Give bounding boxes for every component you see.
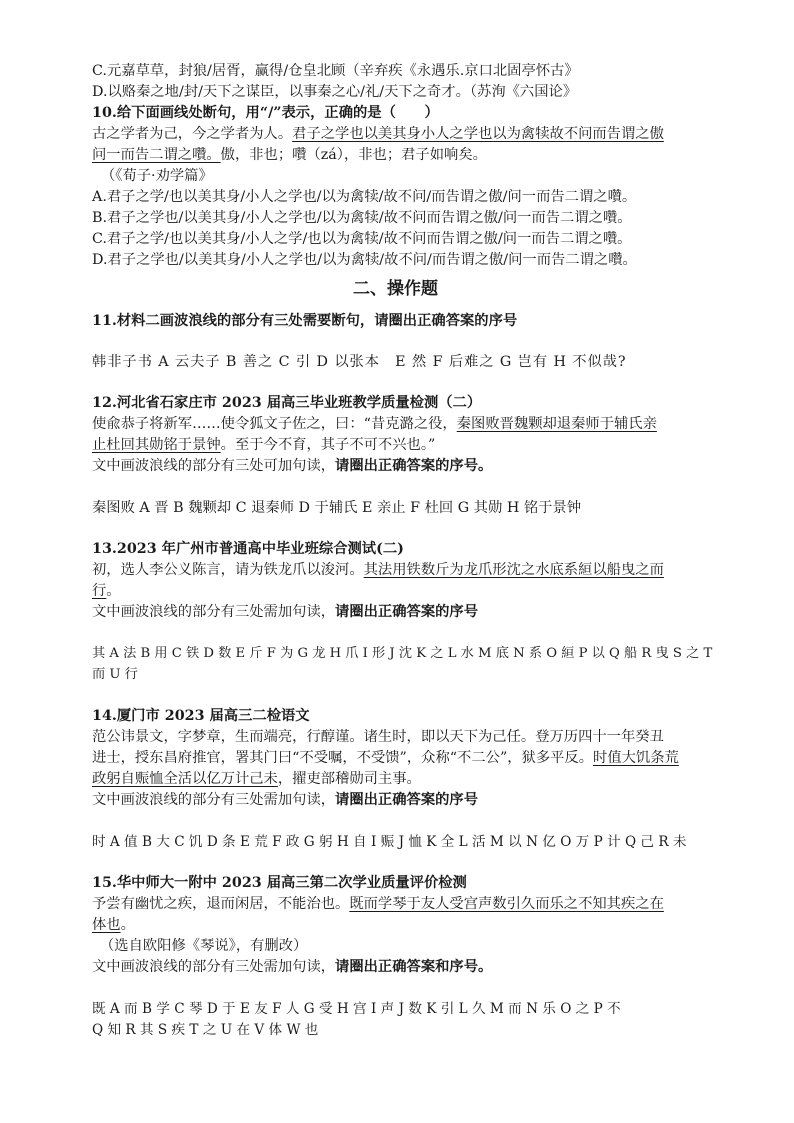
- option-d-line: D.以赂秦之地/封/天下之谋臣，以事秦之心/礼/天下之奇才。（苏洵《六国论》: [92, 84, 578, 100]
- q15-passage-text: 予尝有幽忧之疾，退而闲居，不能治也。: [92, 896, 350, 912]
- q10-passage-text: 古之学者为己，今之学者为人。: [92, 126, 293, 142]
- q14-instruction-text: 文中画波浪线的部分有三处需加句读，: [92, 792, 336, 808]
- q12-passage-text: 使兪恭子将新军……使令狐文子佐之，曰：“昔克潞之役，: [92, 416, 457, 432]
- section-heading: 二、操作题: [353, 279, 438, 299]
- q14-options: 时 A 值 B 大 C 饥 D 条 E 荒 F 政 G 躬 H 自 I 赈 J 恤 K 全 L 活 M 以 N 亿 O 万 P 计 Q 己 R 未: [92, 834, 687, 850]
- q14-instruction-bold: 请圈出正确答案的序号: [335, 792, 479, 808]
- question-13-title: 13.2023 年广州市普通高中毕业班综合测试(二): [92, 541, 404, 557]
- q12-instruction-text: 文中画波浪线的部分有三处可加句读，: [92, 458, 336, 474]
- q12-underlined-text: 秦图败晋魏颗却退秦师于辅氏亲: [456, 416, 657, 432]
- q14-passage-text: 进士，授东昌府推官，署其门曰“不受嘱，不受馈”，众称“不二公”，狱多平反。: [92, 750, 594, 766]
- q13-instruction: [92, 602, 478, 622]
- question-15-title: 15.华中师大一附中 2023 届高三第二次学业质量评价检测: [92, 875, 467, 891]
- q14-passage-line-1: 范公讳景文，字梦章，生而端亮，行醇谨。诸生时，即以天下为己任。登万历四十一年癸丑: [92, 729, 664, 745]
- q14-passage-line-3: [92, 769, 421, 789]
- q10-source: （《荀子·劝学篇》: [101, 168, 213, 184]
- q15-instruction: [92, 957, 492, 977]
- q15-source: （选自欧阳修《琴说》，有删改）: [100, 938, 308, 954]
- q15-passage-line-1: [92, 894, 664, 914]
- q15-instruction-bold: 请圈出正确答案和序号。: [335, 959, 493, 975]
- q13-options-line-1: 其 A 法 B 用 C 铁 D 数 E 斤 F 为 G 龙 H 爪 I 形 J 沈 K 之 L 水 M 底 N 系 O 絙 P 以 Q 船 R 曳 S 之 T: [92, 646, 713, 661]
- q14-underlined-text-2: 政躬自赈恤全活以亿万计己未: [92, 771, 278, 787]
- question-14-title: 14.厦门市 2023 届高三二检语文: [92, 708, 310, 724]
- question-12-title: 12.河北省石家庄市 2023 届高三毕业班教学质量检测（二）: [92, 395, 482, 411]
- q10-passage-line-2: [92, 145, 487, 165]
- q12-passage-text-2: 。至于今不育，其子不可不兴也。”: [220, 437, 436, 453]
- q12-instruction-bold: 请圈出正确答案的序号。: [335, 458, 493, 474]
- q12-instruction: [92, 456, 492, 476]
- q14-instruction: [92, 790, 478, 810]
- q13-instruction-bold: 请圈出正确答案的序号: [335, 604, 479, 620]
- q12-passage-line-2: [92, 435, 435, 455]
- q10-underlined-text-2: 问一而告二谓之囋。: [92, 147, 221, 163]
- q15-instruction-text: 文中画波浪线的部分有三处需加句读，: [92, 959, 336, 975]
- q15-passage-end: 。: [120, 917, 135, 933]
- q15-underlined-text-2: 体也: [92, 917, 121, 933]
- q10-passage-text-2: 傲，非也；囋（zá），非也；君子如响矣。: [220, 147, 487, 163]
- q15-passage-line-2: [92, 915, 135, 935]
- q13-underlined-text-2: 行: [92, 583, 107, 599]
- q13-options-line-2: 而 U 行: [92, 667, 138, 682]
- q15-options-line-2: Q 知 R 其 S 疾 T 之 U 在 V 体 W 也: [92, 1022, 319, 1038]
- q10-option-d: D.君子之学也/以美其身/小人之学也/以为禽犊/故不问/而告谓之傲/问一而告二谓之囋。: [92, 252, 637, 268]
- q13-instruction-text: 文中画波浪线的部分有三处需加句读，: [92, 604, 336, 620]
- q14-passage-line-2: [92, 748, 679, 768]
- q10-option-b: B.君子之学也/以美其身/小人之学也/以为禽犊/故不问而告谓之傲/问一而告二谓之囋。: [92, 210, 632, 226]
- q15-underlined-text: 既而学琴于友人受宫声数引久而乐之不知其疾之在: [349, 896, 664, 912]
- q15-options-line-1: 既 A 而 B 学 C 琴 D 于 E 友 F 人 G 受 H 宫 I 声 J 数 K 引 L 久 M 而 N 乐 O 之 P 不: [92, 1001, 621, 1017]
- q13-passage-end: 。: [106, 583, 121, 599]
- question-10-title: 10.给下面画线处断句，用“/”表示，正确的是（ ）: [92, 105, 439, 121]
- q13-passage-line-2: [92, 581, 121, 601]
- q10-passage-line-1: [92, 124, 664, 144]
- q12-options: 秦图败 A 晋 B 魏颗却 C 退秦师 D 于辅氏 E 亲止 F 杜回 G 其勋 H 铭于景钟: [92, 500, 582, 516]
- q13-passage-text: 初，选人李公义陈言，请为铁龙爪以浚河。: [92, 562, 364, 578]
- q12-passage-line-1: [92, 414, 657, 434]
- q13-passage-line-1: [92, 560, 664, 580]
- option-c-line: C.元嘉草草，封狼/居胥，赢得/仓皇北顾（辛弃疾《永遇乐.京口北固亭怀古》: [92, 63, 579, 79]
- q12-underlined-text-2: 止杜回其勋铭于景钟: [92, 437, 221, 453]
- question-11-title: 11.材料二画波浪线的部分有三处需要断句，请圈出正确答案的序号: [92, 313, 518, 329]
- q10-option-a: A.君子之学/也以美其身/小人之学也/以为禽犊/故不问/而告谓之傲/问一而告二谓之囋。: [92, 189, 637, 205]
- q10-option-c: C.君子之学/也以美其身/小人之学/也以为禽犊/故不问而告谓之傲/问一而告二谓之囋。: [92, 231, 632, 247]
- q13-underlined-text: 其法用铁数斤为龙爪形沈之水底系絙以船曳之而: [363, 562, 664, 578]
- q10-underlined-text: 君子之学也以美其身小人之学也以为禽犊故不问而告谓之傲: [292, 126, 664, 142]
- q14-underlined-text: 时值大饥条荒: [593, 750, 679, 766]
- q14-passage-text-2: ，擢吏部稽勋司主事。: [277, 771, 421, 787]
- q11-options: 韩非子书 A 云夫子 B 善之 C 引 D 以张本 E 然 F 后难之 G 岂有 H 不似哉?: [92, 354, 627, 370]
